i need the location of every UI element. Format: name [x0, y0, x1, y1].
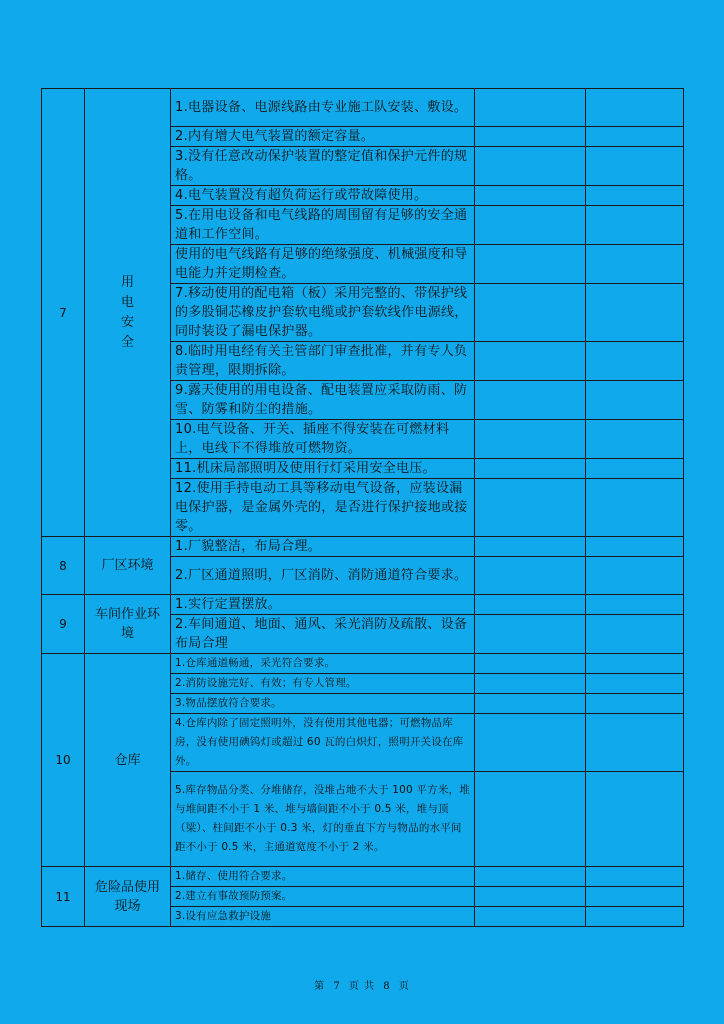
- footer-middle: 页 共: [348, 981, 376, 992]
- remark-cell[interactable]: [586, 615, 684, 654]
- check-item: 3.物品摆放符合要求。: [171, 694, 475, 714]
- check-item: 2.厂区通道照明，厂区消防、消防通道符合要求。: [171, 557, 475, 595]
- remark-cell[interactable]: [586, 907, 684, 927]
- remark-cell[interactable]: [586, 206, 684, 245]
- table-row: [42, 867, 684, 887]
- result-cell[interactable]: [475, 907, 586, 927]
- check-item: 2.消防设施完好、有效；有专人管理。: [171, 674, 475, 694]
- table-row: [42, 537, 684, 557]
- section-category: 危险品使用现场: [85, 867, 171, 927]
- result-cell[interactable]: [475, 127, 586, 147]
- section-number: 8: [42, 537, 85, 595]
- result-cell[interactable]: [475, 381, 586, 420]
- table-row: [42, 89, 684, 127]
- check-item: 2.建立有事故预防预案。: [171, 887, 475, 907]
- check-item: 1.仓库通道畅通，采光符合要求。: [171, 654, 475, 674]
- result-cell[interactable]: [475, 206, 586, 245]
- section-category: 仓库: [85, 654, 171, 867]
- remark-cell[interactable]: [586, 186, 684, 206]
- check-item: 12.使用手持电动工具等移动电气设备，应装设漏电保护器，是金属外壳的，是否进行保护接地或接零。: [171, 479, 475, 537]
- remark-cell[interactable]: [586, 674, 684, 694]
- result-cell[interactable]: [475, 420, 586, 459]
- check-item: 11.机床局部照明及使用行灯采用安全电压。: [171, 459, 475, 479]
- section-number: 10: [42, 654, 85, 867]
- result-cell[interactable]: [475, 694, 586, 714]
- check-item: 4.电气装置没有超负荷运行或带故障使用。: [171, 186, 475, 206]
- section-number: 7: [42, 89, 85, 537]
- inspection-checklist: [41, 88, 684, 927]
- remark-cell[interactable]: [586, 557, 684, 595]
- result-cell[interactable]: [475, 887, 586, 907]
- check-item: 7.移动使用的配电箱（板）采用完整的、带保护线的多股铜芯橡皮护套软电缆或护套软线作电源线，同时装设了漏电保护器。: [171, 284, 475, 342]
- section-number: 9: [42, 595, 85, 654]
- result-cell[interactable]: [475, 245, 586, 284]
- footer-suffix: 页: [398, 981, 410, 992]
- remark-cell[interactable]: [586, 381, 684, 420]
- result-cell[interactable]: [475, 284, 586, 342]
- check-item: 8.临时用电经有关主管部门审查批准，并有专人负责管理，限期拆除。: [171, 342, 475, 381]
- result-cell[interactable]: [475, 595, 586, 615]
- section-category: 车间作业环境: [85, 595, 171, 654]
- section-category: 厂区环境: [85, 537, 171, 595]
- result-cell[interactable]: [475, 186, 586, 206]
- remark-cell[interactable]: [586, 127, 684, 147]
- remark-cell[interactable]: [586, 714, 684, 772]
- remark-cell[interactable]: [586, 89, 684, 127]
- section-category: 用 电 安 全: [85, 89, 171, 537]
- remark-cell[interactable]: [586, 245, 684, 284]
- table-row: [42, 654, 684, 674]
- page-footer: [0, 977, 724, 992]
- check-item: 2.内有增大电气装置的额定容量。: [171, 127, 475, 147]
- remark-cell[interactable]: [586, 867, 684, 887]
- result-cell[interactable]: [475, 714, 586, 772]
- remark-cell[interactable]: [586, 772, 684, 867]
- remark-cell[interactable]: [586, 887, 684, 907]
- result-cell[interactable]: [475, 147, 586, 186]
- checklist-table: [41, 88, 684, 927]
- check-item: 1.储存、使用符合要求。: [171, 867, 475, 887]
- check-item: 1.电器设备、电源线路由专业施工队安装、敷设。: [171, 89, 475, 127]
- footer-prefix: 第: [314, 981, 326, 992]
- remark-cell[interactable]: [586, 459, 684, 479]
- footer-page-number: 7: [333, 981, 341, 992]
- result-cell[interactable]: [475, 772, 586, 867]
- check-item: 1.实行定置摆放。: [171, 595, 475, 615]
- check-item: 3.没有任意改动保护装置的整定值和保护元件的规格。: [171, 147, 475, 186]
- remark-cell[interactable]: [586, 284, 684, 342]
- remark-cell[interactable]: [586, 479, 684, 537]
- result-cell[interactable]: [475, 479, 586, 537]
- result-cell[interactable]: [475, 89, 586, 127]
- result-cell[interactable]: [475, 557, 586, 595]
- result-cell[interactable]: [475, 654, 586, 674]
- check-item: 1.厂貌整洁，布局合理。: [171, 537, 475, 557]
- check-item: 5.在用电设备和电气线路的周围留有足够的安全通道和工作空间。: [171, 206, 475, 245]
- remark-cell[interactable]: [586, 537, 684, 557]
- check-item: 3.设有应急救护设施: [171, 907, 475, 927]
- check-item: 5.库存物品分类、分堆储存，没堆占地不大于 100 平方米，堆与堆间距不小于 1 米、堆与墙间距不小于 0.5 米，堆与顶（梁）、柱间距不小于 0.3 米，灯的垂直下方与物品的水平间距不小于 0.5 米，主通道宽度不小于 2 米。: [171, 772, 475, 867]
- check-item: 2.车间通道、地面、通风、采光消防及疏散、设备布局合理: [171, 615, 475, 654]
- check-item: 4.仓库内除了固定照明外，没有使用其他电器；可燃物品库房，没有使用碘钨灯或超过 60 瓦的白炽灯，照明开关设在库外。: [171, 714, 475, 772]
- result-cell[interactable]: [475, 674, 586, 694]
- remark-cell[interactable]: [586, 342, 684, 381]
- remark-cell[interactable]: [586, 595, 684, 615]
- footer-total-pages: 8: [383, 981, 391, 992]
- check-item: 使用的电气线路有足够的绝缘强度、机械强度和导电能力并定期检查。: [171, 245, 475, 284]
- result-cell[interactable]: [475, 867, 586, 887]
- result-cell[interactable]: [475, 342, 586, 381]
- remark-cell[interactable]: [586, 147, 684, 186]
- check-item: 10.电气设备、开关、插座不得安装在可燃材料上，电线下不得堆放可燃物资。: [171, 420, 475, 459]
- remark-cell[interactable]: [586, 694, 684, 714]
- remark-cell[interactable]: [586, 654, 684, 674]
- remark-cell[interactable]: [586, 420, 684, 459]
- section-number: 11: [42, 867, 85, 927]
- check-item: 9.露天使用的用电设备、配电装置应采取防雨、防雪、防雾和防尘的措施。: [171, 381, 475, 420]
- result-cell[interactable]: [475, 537, 586, 557]
- result-cell[interactable]: [475, 459, 586, 479]
- table-row: [42, 595, 684, 615]
- result-cell[interactable]: [475, 615, 586, 654]
